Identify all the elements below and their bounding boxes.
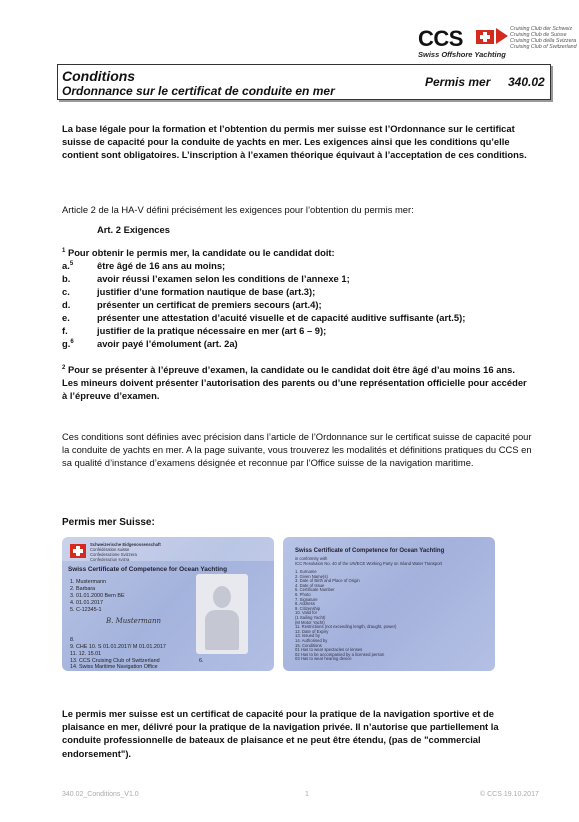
card-field: 11. Restrictions (not exceeding length, draught, power) bbox=[295, 624, 397, 630]
card-subtitle: ICC Resolution No. 40 of the UN/ECE Working Party on Inland Water Transport bbox=[295, 561, 443, 566]
footer-filename: 340.02_Conditions_V1.0 bbox=[62, 791, 139, 798]
card-field: 9. CHE 10. S 01.01.2017/ M 01.01.2017 bbox=[70, 644, 166, 650]
card-field: 01 Has to wear spectacles or lenses bbox=[295, 647, 363, 653]
card-field: 4. Date of Issue bbox=[295, 582, 325, 588]
logo-club-names bbox=[510, 26, 577, 50]
list-item: avoir réussi l’examen selon les conditions de l’annexe 1; bbox=[97, 273, 350, 284]
card-field: 6. bbox=[199, 658, 204, 664]
card-subtitle: in conformity with bbox=[295, 556, 328, 561]
intro-paragraph: La base légale pour la formation et l’obtention du permis mer suisse est l’Ordonnance sur le certificat suisse de capacité pour la conduite de yachts en mer. Les exigences ainsi que les conditions qu’elle contient sont obligatoires. L’inscription à l’examen théorique équivaut à l’acceptation de ces conditions. bbox=[62, 123, 527, 161]
license-card-back bbox=[283, 537, 495, 671]
card-field: 8. bbox=[70, 637, 75, 643]
card-field: 1. Mustermann bbox=[70, 579, 106, 585]
club-name: Cruising Club der Schweiz bbox=[510, 26, 573, 32]
permis-heading: Permis mer Suisse: bbox=[62, 517, 155, 528]
pennant-icon bbox=[496, 28, 508, 44]
club-name: Cruising Club de Suisse bbox=[510, 32, 567, 38]
card-field: 10. Valid for bbox=[295, 610, 318, 616]
article-title: Art. 2 Exigences bbox=[97, 224, 170, 235]
paragraph-1 bbox=[62, 246, 335, 259]
card-field: 03 Has to wear hearing device bbox=[295, 656, 352, 662]
list-item-key: g.$^6$ bbox=[62, 338, 74, 349]
logo-tagline: Swiss Offshore Yachting bbox=[418, 50, 506, 59]
list-item-key: f. bbox=[62, 325, 68, 336]
list-item: justifier de la pratique nécessaire en mer (art 6 – 9); bbox=[97, 325, 327, 336]
card-field: 14. Swiss Maritime Navigation Office bbox=[70, 664, 158, 670]
card-field: 13. CCS Cruising Club of Switzerland bbox=[70, 658, 160, 664]
list-item-key: a.$^5$ bbox=[62, 260, 74, 271]
logo-text: CCS bbox=[418, 26, 463, 51]
card-field: 14. Authorised by bbox=[295, 637, 328, 643]
swiss-flag-icon bbox=[476, 30, 494, 44]
list-item: justifier d’une formation nautique de base (art.3); bbox=[97, 286, 316, 297]
id-photo bbox=[196, 574, 248, 654]
card-field: 3. Date of Birth and Place of Origin bbox=[295, 578, 360, 584]
ccs-logo bbox=[418, 26, 577, 60]
card-field: 1. Surname bbox=[295, 569, 317, 574]
list-item: avoir payé l’émolument (art. 2a) bbox=[97, 338, 238, 349]
card-title: Swiss Certificate of Competence for Ocean Yachting bbox=[295, 548, 445, 554]
card-field: 2. Barbara bbox=[70, 586, 96, 592]
card-field: 9. Citizenship bbox=[295, 605, 321, 611]
swiss-cross-icon bbox=[70, 544, 86, 558]
footnote-marker: 1 bbox=[62, 247, 66, 254]
page-title: Conditions bbox=[62, 68, 136, 84]
list-item-key: d. bbox=[62, 299, 71, 310]
card-field: (M Motor Yacht) bbox=[295, 619, 325, 625]
document-number: 340.02 bbox=[508, 75, 545, 89]
card-field: 11. 12. 15.01 bbox=[70, 651, 102, 657]
license-card-front bbox=[62, 537, 274, 671]
footnote-marker: 2 bbox=[62, 364, 66, 371]
card-header-line: Confederaziun svizra bbox=[90, 557, 130, 562]
list-item-key: e. bbox=[62, 312, 70, 323]
list-item: être âgé de 16 ans au moins; bbox=[97, 260, 226, 271]
footer-copyright: © CCS 19.10.2017 bbox=[480, 791, 539, 798]
card-field: 12. Date of Expiry bbox=[295, 628, 329, 634]
card-field: 4. 01.01.2017 bbox=[70, 600, 103, 606]
card-field: 7. Signature bbox=[295, 596, 318, 602]
card-field: 15. Conditions bbox=[295, 642, 322, 648]
list-item: présenter une attestation d’acuité visuelle et de capacité auditive suffisante (art.5); bbox=[97, 312, 466, 323]
card-field: (1 Sailing Yacht) bbox=[295, 614, 326, 620]
list-item-key: b. bbox=[62, 273, 71, 284]
article-intro: Article 2 de la HA-V défini précisément les exigences pour l’obtention du permis mer: bbox=[62, 204, 414, 215]
card-field: 13. Issued by bbox=[295, 633, 320, 639]
paragraph-1-text: Pour obtenir le permis mer, la candidate ou le candidat doit: bbox=[65, 247, 335, 258]
card-header-line: Confédération suisse bbox=[90, 547, 130, 552]
card-field: 5. Certificate Number bbox=[295, 587, 335, 593]
card-field: 2. Given Name(s) bbox=[295, 573, 328, 579]
card-header-line: Schweizerische Eidgenossenschaft bbox=[90, 542, 161, 547]
club-name: Cruising Club of Switzerland bbox=[510, 44, 577, 50]
card-field: 02 Has to be accompanied by a licensed person bbox=[295, 651, 385, 657]
card-header-line: Confederazione Svizzera bbox=[90, 552, 137, 557]
page-subtitle: Ordonnance sur le certificat de conduite en mer bbox=[62, 84, 335, 98]
list-item-key: c. bbox=[62, 286, 70, 297]
conditions-paragraph: Ces conditions sont définies avec précision dans l’article de l’Ordonnance sur le certificat suisse de capacité pour la conduite de yachts en mer. A la page suivante, vous trouverez les modalités et définitions pratiques du CCS en sa qualité d’instance d’examens désignée et reconnue par l’Office suisse de la navigation maritime. bbox=[62, 431, 532, 469]
card-field: 5. C-12345-1 bbox=[70, 607, 102, 613]
card-title: Swiss Certificate of Competence for Ocean Yachting bbox=[68, 566, 227, 573]
list-item: présenter un certificat de premiers secours (art.4); bbox=[97, 299, 322, 310]
card-field: 8. Address bbox=[295, 601, 315, 607]
card-field: 6. Photo bbox=[295, 591, 311, 597]
paragraph-2 bbox=[62, 363, 532, 403]
person-silhouette-icon bbox=[213, 586, 231, 608]
card-back-fields bbox=[295, 570, 396, 662]
permit-label: Permis mer bbox=[425, 75, 491, 89]
page-number: 1 bbox=[305, 791, 309, 798]
closing-paragraph: Le permis mer suisse est un certificat de capacité pour la pratique de la navigation sportive et de plaisance en mer, délivré pour la pratique de la navigation privée. Il n’autorise que partiellement la conduite professionnelle de bateaux de plaisance et ne peut être étendu, (pas de "commercial endorsement"). bbox=[62, 708, 499, 759]
signature: B. Mustermann bbox=[106, 617, 161, 625]
card-field: 3. 01.01.2000 Bern BE bbox=[70, 593, 125, 599]
paragraph-2-text: Pour se présenter à l’épreuve d’examen, la candidate ou le candidat doit être âgé d’au moins 16 ans. Les mineurs doivent présenter l’autorisation des parents ou d’une représentation officielle pour accéder à l’épreuve d’examen. bbox=[62, 364, 527, 402]
document-header bbox=[57, 64, 551, 100]
club-name: Cruising Club della Svizzera bbox=[510, 38, 577, 44]
